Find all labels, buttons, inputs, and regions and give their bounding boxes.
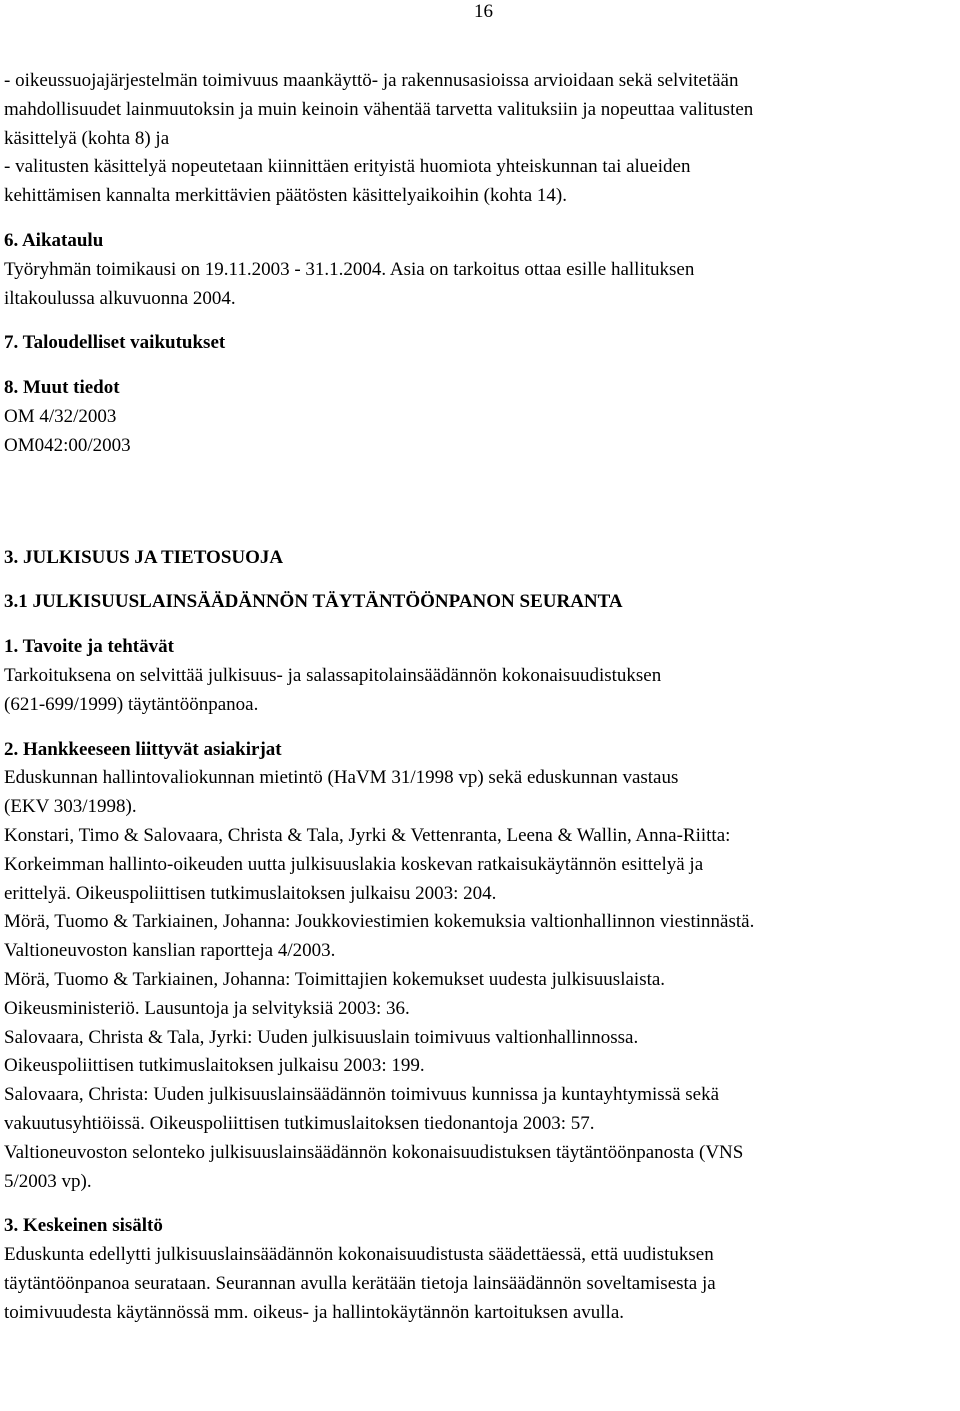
document-line: Korkeimman hallinto-oikeuden uutta julkisuuslakia koskevan ratkaisukäytännön esittelyä ja	[4, 853, 704, 875]
document-line: Eduskunnan hallintovaliokunnan mietintö (HaVM 31/1998 vp) sekä eduskunnan vastaus	[4, 767, 679, 789]
goal-line: (621-699/1999) täytäntöönpanoa.	[4, 693, 259, 715]
section-heading-goal: 1. Tavoite ja tehtävät	[4, 636, 174, 658]
document-line: Konstari, Timo & Salovaara, Christa & Tala, Jyrki & Vettenranta, Leena & Wallin, Anna-Riitta:	[4, 824, 731, 846]
document-line: Oikeuspoliittisen tutkimuslaitoksen julkaisu 2003: 199.	[4, 1055, 425, 1077]
document-line: vakuutusyhtiöissä. Oikeuspoliittisen tutkimuslaitoksen tiedonantoja 2003: 57.	[4, 1112, 595, 1134]
document-line: 5/2003 vp).	[4, 1170, 92, 1192]
document-line: Salovaara, Christa & Tala, Jyrki: Uuden julkisuuslain toimivuus valtionhallinnossa.	[4, 1026, 639, 1048]
page-number: 16	[474, 1, 493, 22]
main-content-line: täytäntöönpanoa seurataan. Seurannan avulla kerätään tietoja lainsäädännön soveltamisesta ja	[4, 1272, 716, 1294]
document-body	[4, 67, 954, 1327]
intro-line: mahdollisuudet lainmuutoksin ja muin keinoin vähentää tarvetta valituksiin ja nopeuttaa valitusten	[4, 98, 754, 120]
section-heading-financial-effects: 7. Taloudelliset vaikutukset	[4, 332, 226, 354]
document-line: Mörä, Tuomo & Tarkiainen, Johanna: Joukkoviestimien kokemuksia valtionhallinnon viestinnästä.	[4, 911, 755, 933]
section-heading-main-content: 3. Keskeinen sisältö	[4, 1215, 163, 1237]
subsection-heading: 3.1 JULKISUUSLAINSÄÄDÄNNÖN TÄYTÄNTÖÖNPANON SEURANTA	[4, 591, 623, 613]
document-line: Valtioneuvoston kanslian raportteja 4/2003.	[4, 940, 336, 962]
section-heading-other-info: 8. Muut tiedot	[4, 377, 120, 399]
document-line: (EKV 303/1998).	[4, 796, 137, 818]
document-line: Mörä, Tuomo & Tarkiainen, Johanna: Toimittajien kokemukset uudesta julkisuuslaista.	[4, 968, 666, 990]
intro-line: käsittelyä (kohta 8) ja	[4, 127, 170, 149]
other-info-line: OM 4/32/2003	[4, 405, 117, 427]
document-line: Valtioneuvoston selonteko julkisuuslainsäädännön kokonaisuudistuksen täytäntöönpanosta (VNS	[4, 1141, 744, 1163]
goal-line: Tarkoituksena on selvittää julkisuus- ja salassapitolainsäädännön kokonaisuudistuksen	[4, 664, 662, 686]
document-line: erittelyä. Oikeuspoliittisen tutkimuslaitoksen julkaisu 2003: 204.	[4, 882, 497, 904]
main-content-line: Eduskunta edellytti julkisuuslainsäädännön kokonaisuudistusta säädettäessä, että uudistuksen	[4, 1244, 714, 1266]
other-info-line: OM042:00/2003	[4, 434, 131, 456]
schedule-line: iltakoulussa alkuvuonna 2004.	[4, 287, 236, 309]
main-content-line: toimivuudesta käytännössä mm. oikeus- ja hallintokäytännön kartoituksen avulla.	[4, 1301, 625, 1323]
section-heading-documents: 2. Hankkeeseen liittyvät asiakirjat	[4, 738, 282, 760]
intro-line: kehittämisen kannalta merkittävien päätösten käsittelyaikoihin (kohta 14).	[4, 185, 567, 207]
intro-line: - oikeussuojajärjestelmän toimivuus maankäyttö- ja rakennusasioissa arvioidaan sekä selvitetään	[4, 70, 739, 91]
intro-line: - valitusten käsittelyä nopeutetaan kiinnittäen erityistä huomiota yhteiskunnan tai alueiden	[4, 156, 691, 178]
schedule-line: Työryhmän toimikausi on 19.11.2003 - 31.1.2004. Asia on tarkoitus ottaa esille hallituksen	[4, 258, 695, 280]
section-heading-schedule: 6. Aikataulu	[4, 229, 104, 251]
document-line: Oikeusministeriö. Lausuntoja ja selvityksiä 2003: 36.	[4, 997, 410, 1019]
chapter-heading: 3. JULKISUUS JA TIETOSUOJA	[4, 546, 284, 568]
document-line: Salovaara, Christa: Uuden julkisuuslainsäädännön toimivuus kunnissa ja kuntayhtymissä sekä	[4, 1084, 720, 1106]
